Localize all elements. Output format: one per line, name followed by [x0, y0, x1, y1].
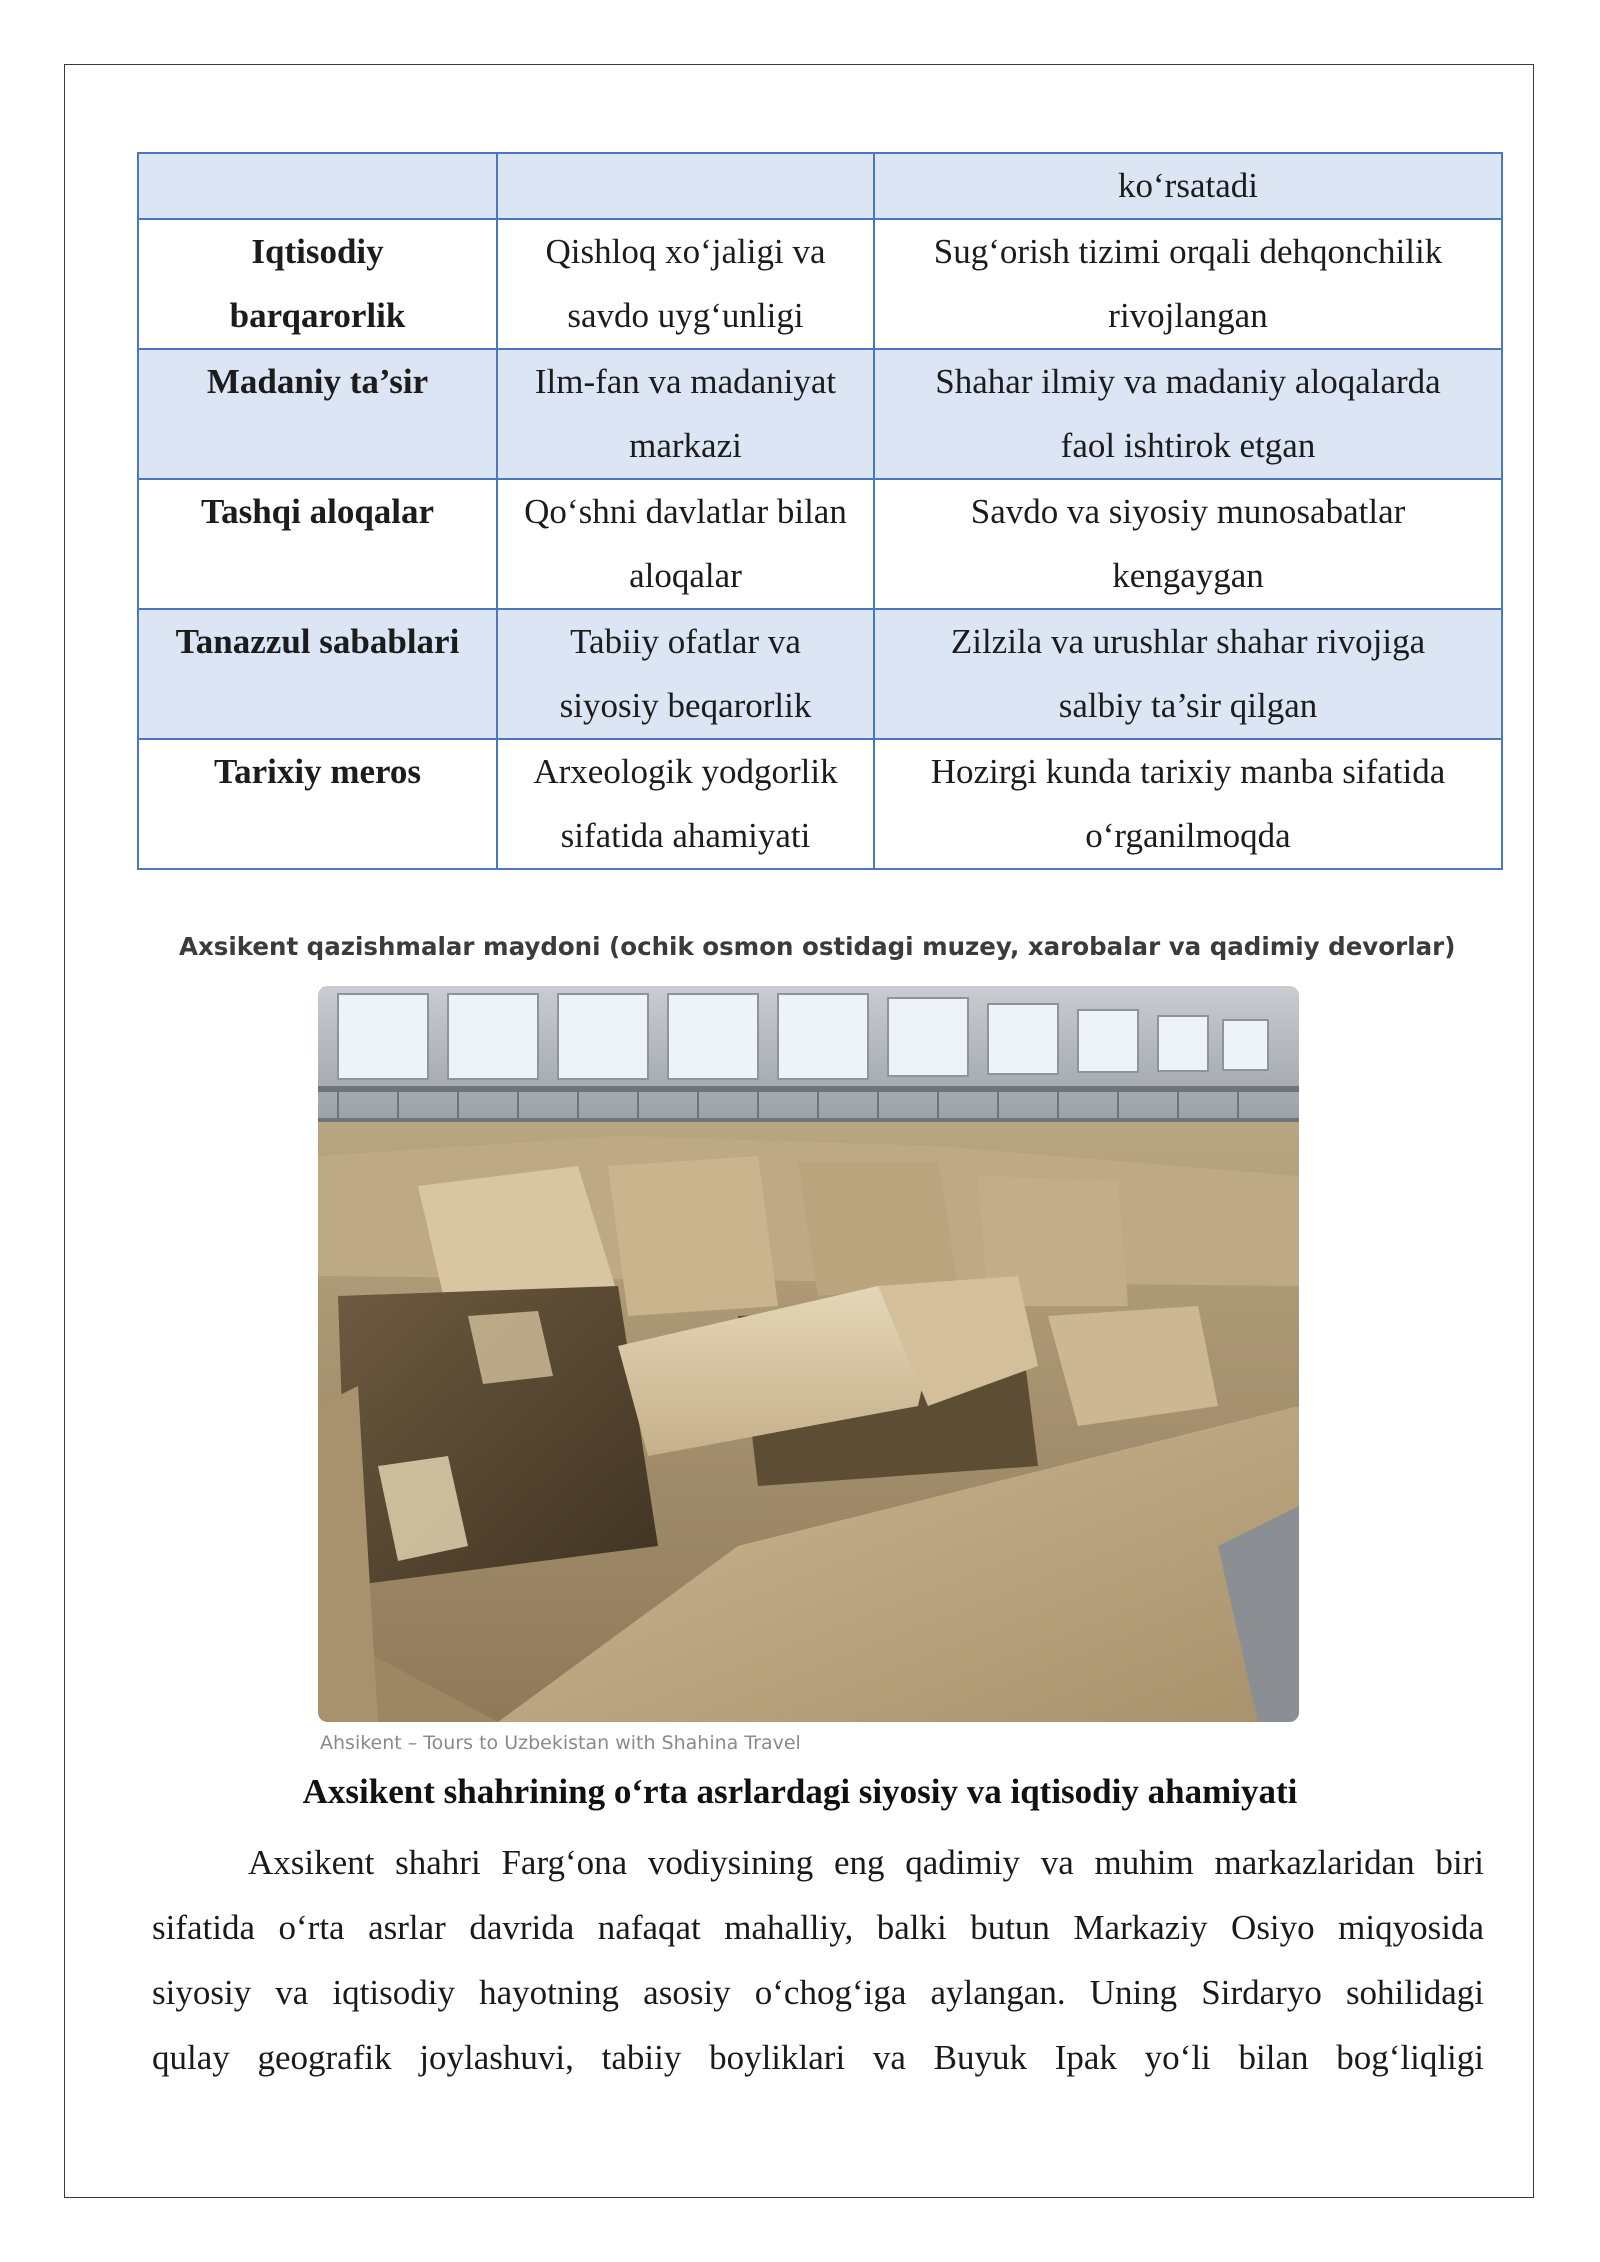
table-cell — [874, 349, 1502, 479]
cell-line: siyosiy beqarorlik — [559, 686, 812, 725]
cell-line: Iqtisodiy — [251, 232, 384, 271]
paragraph-line: siyosiy va iqtisodiy hayotning asosiy o‘chog‘iga aylangan. Uning Sirdaryo sohilidagi — [152, 1973, 1484, 2012]
body-paragraph — [152, 1830, 1484, 2090]
cell-line: kengaygan — [1112, 556, 1264, 595]
cell-line: barqarorlik — [229, 296, 406, 335]
cell-line: rivojlangan — [1108, 296, 1268, 335]
cell-line: Qo‘shni davlatlar bilan — [524, 492, 847, 531]
cell-line: Tanazzul sabablari — [175, 622, 460, 661]
table-cell — [874, 479, 1502, 609]
paragraph-line: qulay geografik joylashuvi, tabiiy boyliklari va Buyuk Ipak yo‘li bilan bog‘liqligi — [152, 2038, 1484, 2077]
table-cell — [497, 219, 874, 349]
cell-line: Zilzila va urushlar shahar rivojiga — [950, 622, 1426, 661]
table-cell — [874, 739, 1502, 869]
row-label-cell — [138, 479, 497, 609]
table-cell — [497, 153, 874, 219]
cell-line: sifatida ahamiyati — [560, 816, 811, 855]
table-row — [138, 349, 1502, 479]
cell-line: Savdo va siyosiy munosabatlar — [970, 492, 1406, 531]
cell-line: markazi — [629, 426, 742, 465]
cell-line: Tabiiy ofatlar va — [570, 622, 801, 661]
cell-line: faol ishtirok etgan — [1060, 426, 1316, 465]
table-row — [138, 479, 1502, 609]
row-label-cell — [138, 349, 497, 479]
table-row — [138, 153, 1502, 219]
cell-line: Madaniy ta’sir — [206, 362, 429, 401]
table-row — [138, 609, 1502, 739]
excavation-photo — [318, 986, 1299, 1722]
table-row — [138, 739, 1502, 869]
image-source: Ahsikent – Tours to Uzbekistan with Shahina Travel — [320, 1732, 801, 1754]
section-heading: Axsikent shahrining o‘rta asrlardagi siyosiy va iqtisodiy ahamiyati — [302, 1772, 1298, 1811]
cell-line: Tarixiy meros — [213, 752, 422, 791]
paragraph-line: sifatida o‘rta asrlar davrida nafaqat mahalliy, balki butun Markaziy Osiyo miqyosida — [152, 1908, 1484, 1947]
row-label-cell — [138, 609, 497, 739]
table-cell — [497, 349, 874, 479]
row-label-cell — [138, 153, 497, 219]
table-cell — [497, 739, 874, 869]
table-row — [138, 219, 1502, 349]
cell-line: Sug‘orish tizimi orqali dehqonchilik — [933, 232, 1443, 271]
cell-line — [145, 154, 490, 218]
cell-line: Shahar ilmiy va madaniy aloqalarda — [935, 362, 1441, 401]
cell-line: Ilm-fan va madaniyat — [534, 362, 837, 401]
cell-line: o‘rganilmoqda — [1085, 816, 1291, 855]
cell-line: Arxeologik yodgorlik — [533, 752, 838, 791]
row-label-cell — [138, 219, 497, 349]
table-cell — [497, 609, 874, 739]
cell-line: Tashqi aloqalar — [200, 492, 435, 531]
table-cell — [497, 479, 874, 609]
cell-line: salbiy ta’sir qilgan — [1058, 686, 1318, 725]
cell-line: ko‘rsatadi — [1118, 166, 1258, 205]
paragraph-line: Axsikent shahri Farg‘ona vodiysining eng qadimiy va muhim markazlaridan biri — [248, 1843, 1484, 1882]
cell-line: aloqalar — [629, 556, 742, 595]
comparison-table — [137, 152, 1503, 870]
cell-line: Hozirgi kunda tarixiy manba sifatida — [930, 752, 1446, 791]
row-label-cell — [138, 739, 497, 869]
cell-line: savdo uyg‘unligi — [567, 296, 804, 335]
figure-caption: Axsikent qazishmalar maydoni (ochik osmon ostidagi muzey, xarobalar va qadimiy devorlar) — [179, 932, 1456, 961]
table-cell — [874, 609, 1502, 739]
table-cell — [874, 219, 1502, 349]
table-cell — [874, 153, 1502, 219]
cell-line: Qishloq xo‘jaligi va — [545, 232, 826, 271]
cell-line — [504, 154, 867, 218]
